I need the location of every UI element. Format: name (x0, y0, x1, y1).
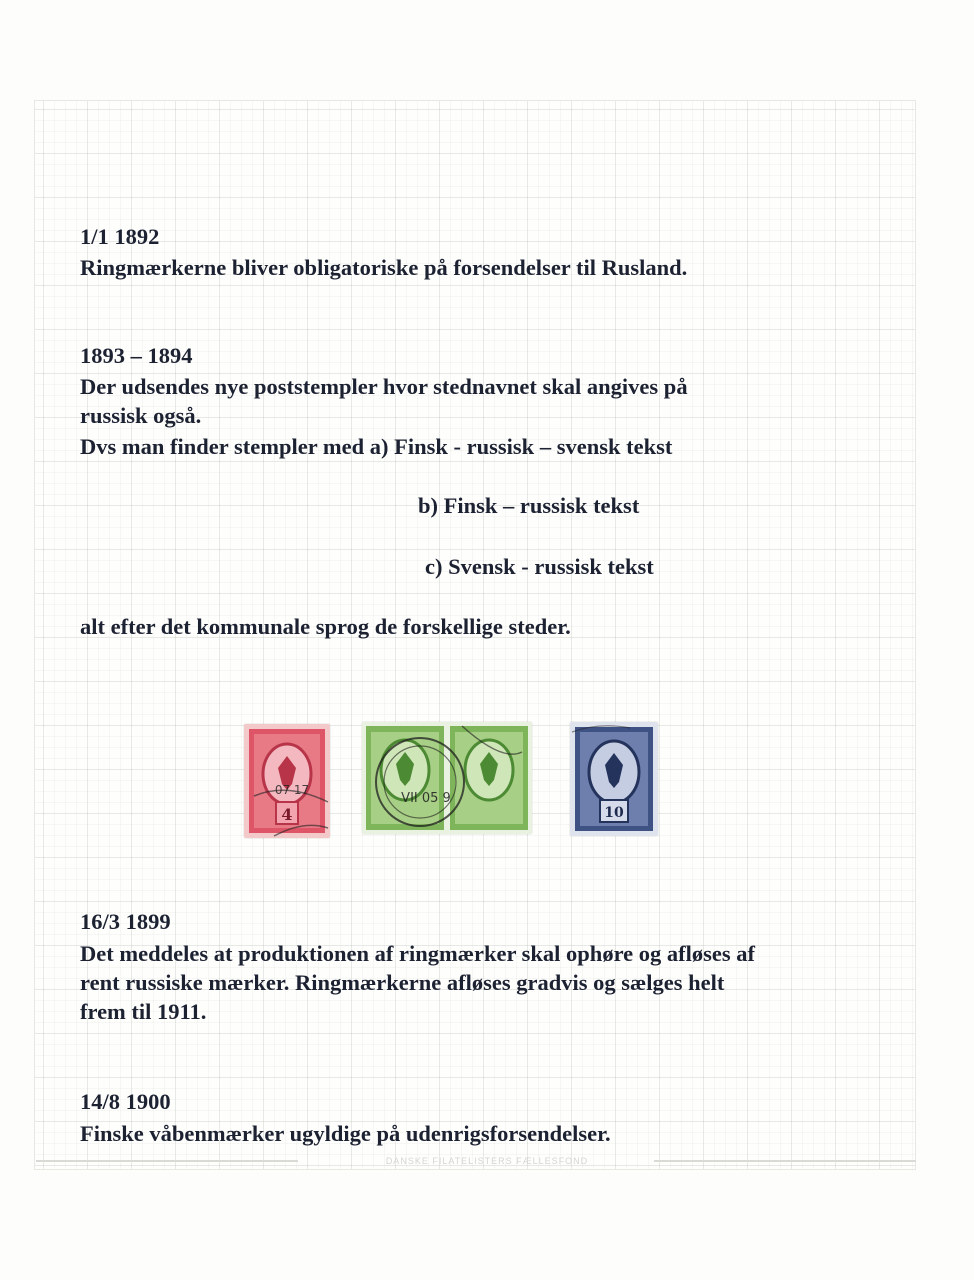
red-stamp (244, 724, 330, 838)
text-1893-line3: Dvs man finder stempler med a) Finsk - russisk – svensk tekst (80, 434, 673, 459)
text-1893-line1: Der udsendes nye poststempler hvor stednavnet skal angives på (80, 374, 688, 399)
red-stamp-value: 4 (281, 805, 293, 824)
blue-stamp-value: 10 (604, 805, 624, 821)
blue-stamp (570, 722, 658, 836)
text-option-b: b) Finsk – russisk tekst (418, 493, 640, 518)
red-stamp-postmark: 07 17 (274, 783, 310, 797)
green-stamp-postmark: VII 05 9 (401, 791, 451, 806)
green-stamp-pair (362, 722, 532, 834)
date-1899: 16/3 1899 (80, 909, 171, 934)
date-1900: 14/8 1900 (80, 1089, 171, 1114)
text-1900: Finske våbenmærker ugyldige på udenrigsforsendelser. (80, 1121, 611, 1146)
date-1892: 1/1 1892 (80, 224, 160, 249)
footer-publisher: DANSKE FILATELISTERS FÆLLESFOND (385, 1156, 589, 1166)
text-option-c: c) Svensk - russisk tekst (425, 554, 654, 579)
text-1893-closing: alt efter det kommunale sprog de forskellige steder. (80, 614, 571, 639)
text-1899-line1: Det meddeles at produktionen af ringmærker skal ophøre og afløses af (80, 941, 755, 966)
text-1893-line2: russisk også. (80, 403, 202, 428)
text-1899-line2: rent russiske mærker. Ringmærkerne afløses gradvis og sælges helt (80, 970, 725, 995)
date-1893-1894: 1893 – 1894 (80, 343, 193, 368)
text-1899-line3: frem til 1911. (80, 999, 207, 1024)
text-1892: Ringmærkerne bliver obligatoriske på forsendelser til Rusland. (80, 255, 688, 280)
